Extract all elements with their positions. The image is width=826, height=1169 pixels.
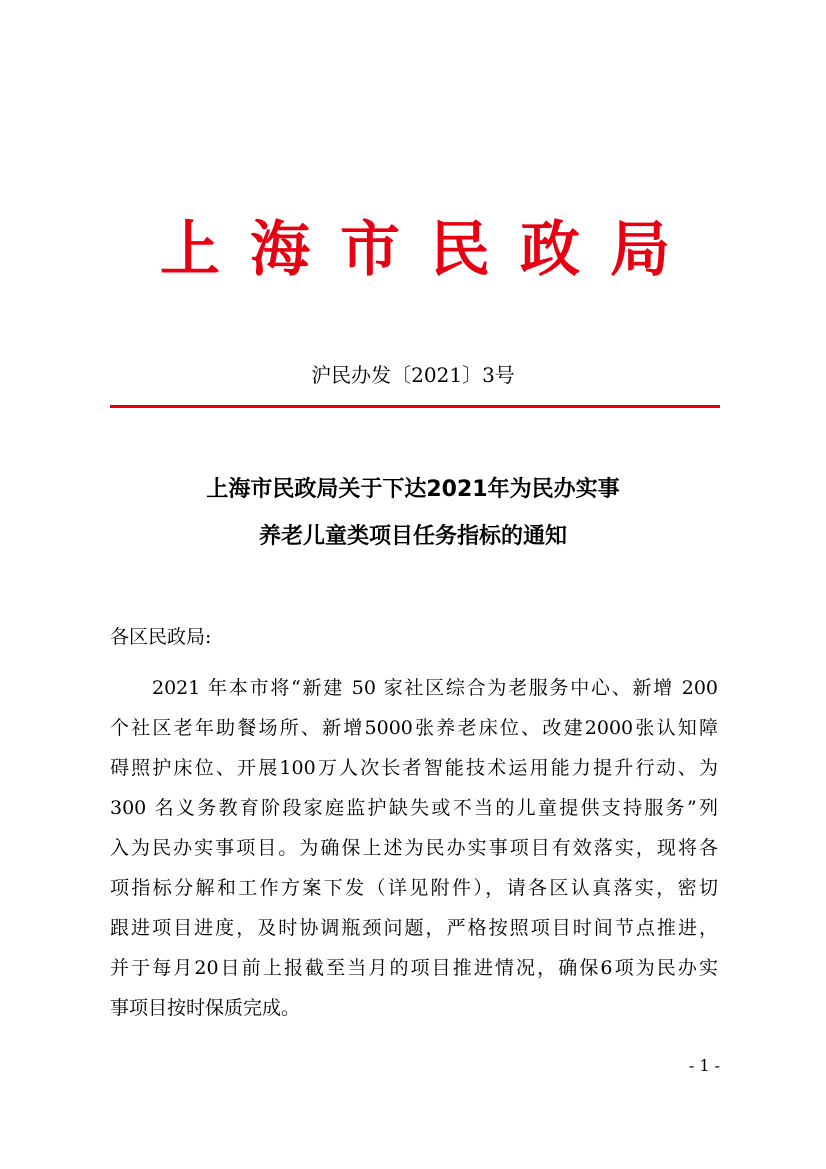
page-number: - 1 -	[688, 1056, 720, 1075]
header-char: 海	[250, 215, 310, 285]
header-char: 局	[610, 215, 670, 285]
red-divider	[110, 405, 720, 408]
issuing-authority-header	[160, 212, 670, 288]
body-line: 入为民办实事项目。为确保上述为民办实事项目有效落实，现将各	[110, 837, 718, 859]
salutation: 各区民政局:	[110, 626, 212, 648]
document-number: 沪民办发〔2021〕3号	[311, 363, 515, 387]
body-paragraph	[110, 668, 718, 1028]
document-title-line-2: 养老儿童类项目任务指标的通知	[258, 524, 567, 549]
header-char: 市	[340, 215, 400, 285]
body-line: 跟进项目进度，及时协调瓶颈问题，严格按照项目时间节点推进，	[110, 917, 718, 939]
document-title-line-1: 上海市民政局关于下达2021年为民办实事	[206, 477, 620, 502]
body-line: 事项目按时保质完成。	[110, 997, 301, 1019]
body-line: 300 名义务教育阶段家庭监护缺失或不当的儿童提供支持服务”列	[110, 797, 718, 819]
header-char: 民	[430, 215, 490, 285]
body-line: 个社区老年助餐场所、新增5000张养老床位、改建2000张认知障	[110, 717, 718, 739]
body-line: 并于每月20日前上报截至当月的项目推进情况，确保6项为民办实	[110, 957, 718, 979]
body-line: 项指标分解和工作方案下发（详见附件），请各区认真落实，密切	[110, 877, 718, 899]
body-line: 2021 年本市将“新建 50 家社区综合为老服务中心、新增 200	[152, 677, 718, 699]
body-line: 碍照护床位、开展100万人次长者智能技术运用能力提升行动、为	[110, 757, 718, 779]
header-char: 上	[160, 215, 220, 285]
header-char: 政	[520, 215, 580, 285]
